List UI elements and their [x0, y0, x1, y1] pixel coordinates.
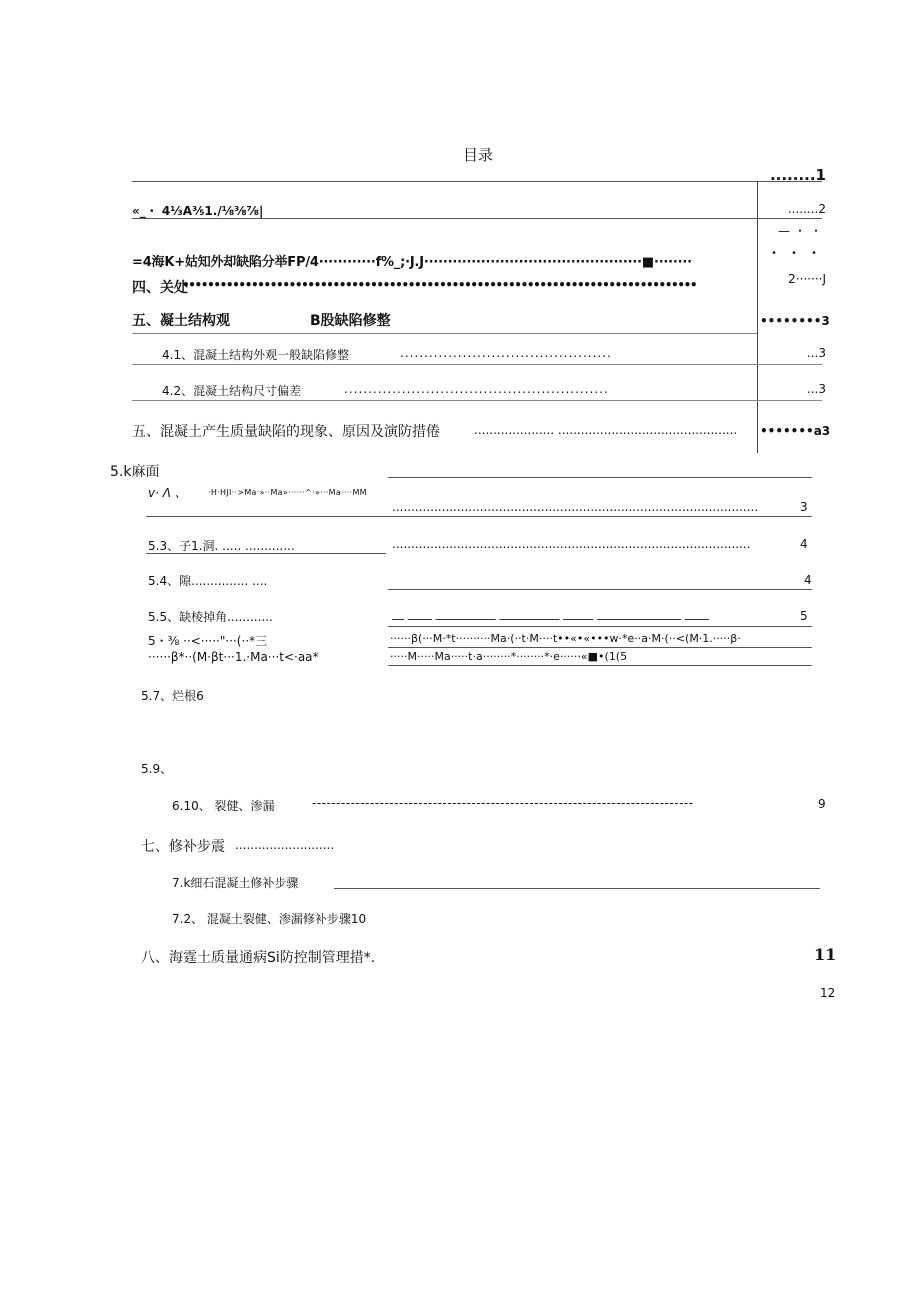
- leader-dots: __ ____ __________ __________ _____ ______________ ____: [392, 606, 709, 620]
- leader-dots: ..................... ...............................................: [474, 423, 738, 437]
- toc-entry[interactable]: 5.3、子1.洞. ..... .............: [148, 539, 295, 553]
- leader-dots: ••••••••••••••••••••••••••••••••••••••••••••••••••••••••••••••••••••••••••••••••••: [182, 278, 697, 292]
- rule-line: [132, 333, 757, 334]
- toc-entry[interactable]: 5.4、隙............... ....: [148, 574, 268, 588]
- leader-dots: ..............................................................................................: [392, 537, 751, 551]
- toc-entry[interactable]: ······β*··(M·βt···1.·Ma···t<·aa*: [148, 650, 319, 664]
- toc-entry[interactable]: 7.k细石混凝土修补步骤: [172, 876, 299, 890]
- rule-line: [334, 888, 820, 889]
- page-number: ........1: [769, 166, 826, 184]
- page-number: ・・・: [768, 246, 829, 260]
- column-divider: [757, 181, 758, 453]
- rule-line: [388, 647, 812, 648]
- rule-line: [388, 589, 812, 590]
- leader-dashes: -------------------------------------------------------------------------------: [312, 796, 694, 810]
- page-number: 4: [800, 537, 808, 551]
- page-number: ••••••••3: [760, 314, 830, 328]
- leader-dots: .......................................................: [344, 382, 609, 396]
- page-number: 4: [804, 573, 812, 587]
- toc-entry[interactable]: 5.9、: [141, 762, 173, 776]
- leader-dots: ................................................................................................: [392, 500, 759, 514]
- toc-entry[interactable]: 四、关处: [132, 280, 188, 296]
- rule-line: [146, 553, 386, 554]
- page-number: 3: [800, 500, 808, 514]
- rule-line: [388, 477, 812, 478]
- rule-line: [146, 516, 812, 517]
- toc-entry[interactable]: 5.5、缺棱掉角............: [148, 610, 273, 624]
- garbled-text: ······β(···M·*t··········Ma·(··t·M····t••«•«•••w·*e··a·M·(··<(M·1.·····β·: [390, 632, 741, 645]
- toc-entry[interactable]: 八、海霆土质量通病Si防控制管理措*.: [141, 950, 376, 966]
- rule-line: [132, 364, 822, 365]
- toc-entry[interactable]: =4海K+姑知外却缺陷分举FP/4············f%_;·J.J··············································■········: [132, 255, 692, 270]
- page-number: 11: [814, 945, 837, 964]
- toc-entry[interactable]: B股缺陷修整: [310, 313, 391, 329]
- toc-entry[interactable]: 五、混凝土产生质量缺陷的现象、原因及演防措倦: [132, 424, 440, 440]
- toc-entry[interactable]: 6.10、 裂健、渗漏: [172, 799, 275, 813]
- toc-title: 目录: [463, 146, 494, 164]
- toc-entry[interactable]: 5.7、烂根6: [141, 689, 204, 703]
- page-number: ...3: [806, 346, 826, 360]
- leader-dots: ..........................: [235, 838, 335, 852]
- rule-line: [132, 181, 822, 182]
- page-number: 5: [800, 609, 808, 623]
- garbled-text: ·H·HJI··>Ma·»··Ma»······^·»···Ma····MM: [208, 488, 367, 497]
- rule-line: [132, 218, 822, 219]
- toc-entry[interactable]: 7.2、 混凝土裂健、渗漏修补步骤10: [172, 912, 367, 926]
- toc-entry[interactable]: 5.k麻面: [110, 464, 160, 480]
- rule-line: [388, 665, 812, 666]
- page-number: •••••••a3: [760, 424, 831, 438]
- page-number: —・・: [777, 224, 826, 238]
- rule-line: [388, 626, 812, 627]
- toc-entry[interactable]: 七、修补步震: [141, 839, 225, 855]
- garbled-text: ·····M·····Ma·····t·a········*········*·e······«■•(1(5: [390, 650, 628, 663]
- toc-entry[interactable]: «_・ 4⅓A⅗1./⅛⅜⅞|: [132, 204, 264, 218]
- page-number: 2·······J: [788, 272, 826, 286]
- toc-entry[interactable]: v· Λ 、: [148, 486, 187, 500]
- toc-entry[interactable]: 4.2、混凝土结构尺寸偏差: [162, 384, 302, 398]
- page-number: 9: [818, 797, 826, 811]
- leader-dots: ............................................: [400, 346, 612, 360]
- rule-line: [132, 400, 822, 401]
- toc-entry[interactable]: 4.1、混凝土结构外观一般缺陷修整: [162, 348, 350, 362]
- page-number: ........2: [787, 202, 826, 216]
- toc-entry[interactable]: 五、凝土结构观: [132, 313, 230, 329]
- page-number: 12: [820, 986, 836, 1000]
- toc-entry[interactable]: 5・⅜ ··<·····"···(··*三: [148, 634, 268, 648]
- page-number: ...3: [806, 382, 826, 396]
